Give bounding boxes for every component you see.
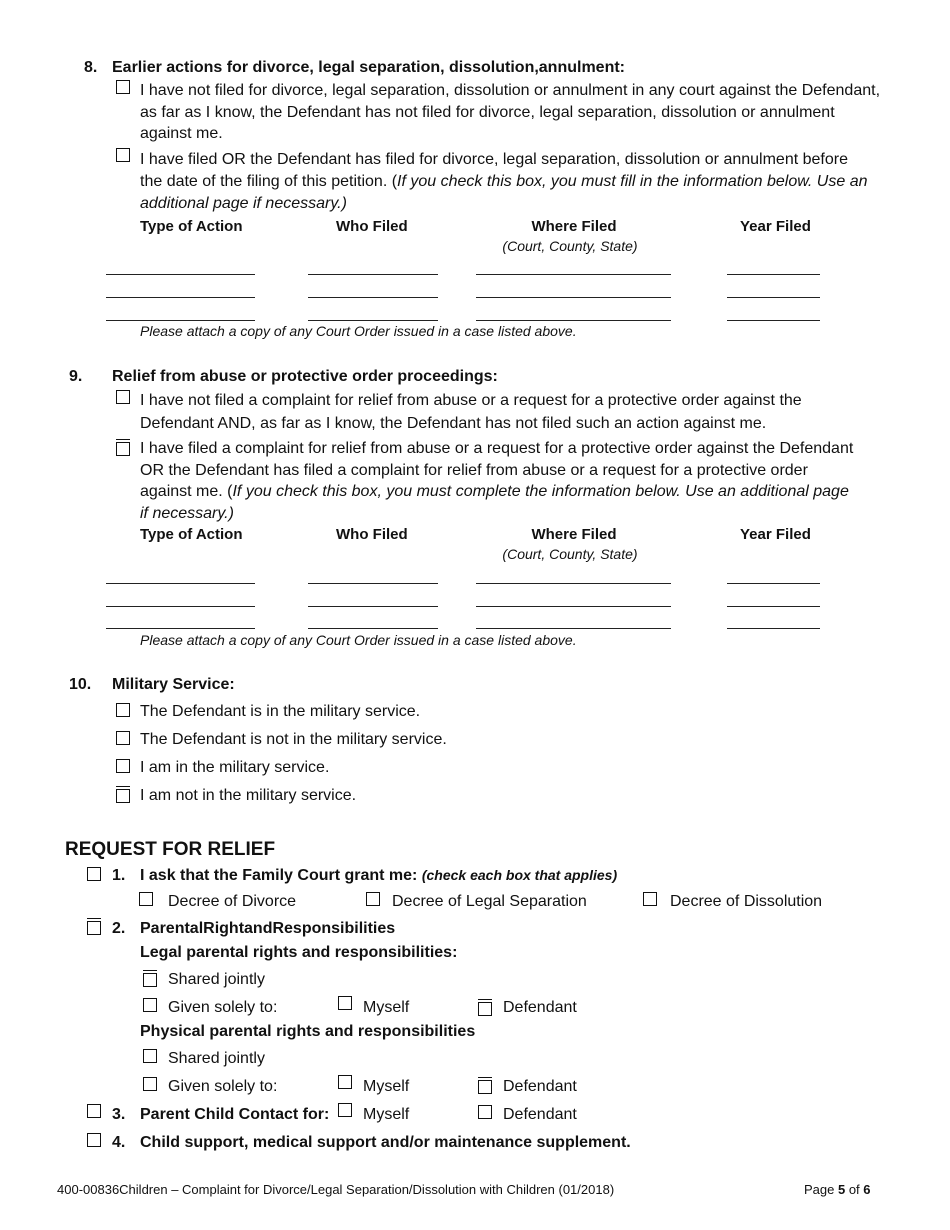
legal-shared-jointly-label: Shared jointly: [168, 971, 265, 988]
footer-page-number: Page 5 of 6: [804, 1182, 871, 1197]
s9-row1-year-line[interactable]: [727, 583, 820, 584]
s10-defendant-not-in-military-label: The Defendant is not in the military service.: [140, 731, 447, 748]
s9-option-filed-text: I have filed a complaint for relief from abuse or a request for a protective order against the Defendant OR the Defendant has filed a complaint for relief from abuse or a request for a protective order against me. (If you check this box, you must complete the information below. Use an additional page if necessary.): [140, 440, 854, 523]
relief-2-title: ParentalRightandResponsibilities: [140, 920, 396, 937]
s9-header-where: Where Filed: [531, 526, 617, 543]
physical-given-solely-checkbox[interactable]: [143, 1077, 157, 1091]
s9-option-not-filed-text: I have not filed a complaint for relief from abuse or a request for a protective order against the Defendant AND, as far as I know, the Defendant has not filed such an action against me.: [140, 392, 802, 432]
s8-row1-type-line[interactable]: [106, 274, 255, 275]
s9-row2-who-line[interactable]: [308, 606, 438, 607]
physical-myself-label: Myself: [363, 1078, 410, 1095]
section-10-title: Military Service:: [112, 676, 235, 693]
section-8-title: Earlier actions for divorce, legal separation, dissolution,annulment:: [112, 59, 625, 76]
section-9-title: Relief from abuse or protective order proceedings:: [112, 368, 498, 385]
s10-i-am-in-military-label: I am in the military service.: [140, 759, 330, 776]
s9-option-filed-checkbox[interactable]: [116, 442, 130, 456]
s8-header-where: Where Filed: [531, 218, 617, 235]
decree-of-legal-separation-checkbox[interactable]: [366, 892, 380, 906]
decree-of-dissolution-label: Decree of Dissolution: [670, 893, 823, 910]
s9-option-not-filed-checkbox[interactable]: [116, 390, 130, 404]
s8-row2-who-line[interactable]: [308, 297, 438, 298]
legal-myself-checkbox[interactable]: [338, 996, 352, 1010]
relief-2-checkbox[interactable]: [87, 921, 101, 935]
legal-defendant-checkbox[interactable]: [478, 1002, 492, 1016]
s8-row3-who-line[interactable]: [308, 320, 438, 321]
s9-row3-year-line[interactable]: [727, 628, 820, 629]
s9-row2-type-line[interactable]: [106, 606, 255, 607]
contact-myself-checkbox[interactable]: [338, 1103, 352, 1117]
s8-row1-year-line[interactable]: [727, 274, 820, 275]
s10-defendant-in-military-checkbox[interactable]: [116, 703, 130, 717]
s10-defendant-in-military-label: The Defendant is in the military service.: [140, 703, 421, 720]
relief-1-checkbox[interactable]: [87, 867, 101, 881]
relief-3-checkbox[interactable]: [87, 1104, 101, 1118]
relief-2-number: 2.: [112, 920, 126, 937]
s10-i-am-in-military-checkbox[interactable]: [116, 759, 130, 773]
s8-row1-where-line[interactable]: [476, 274, 671, 275]
request-for-relief-heading: REQUEST FOR RELIEF: [65, 839, 276, 860]
physical-defendant-label: Defendant: [503, 1078, 577, 1095]
s8-row2-year-line[interactable]: [727, 297, 820, 298]
physical-shared-jointly-label: Shared jointly: [168, 1050, 265, 1067]
section-9-number: 9.: [69, 368, 83, 385]
s9-row1-where-line[interactable]: [476, 583, 671, 584]
s9-header-type: Type of Action: [140, 526, 243, 543]
s9-row2-year-line[interactable]: [727, 606, 820, 607]
s10-i-am-not-in-military-checkbox[interactable]: [116, 789, 130, 803]
relief-4-checkbox[interactable]: [87, 1133, 101, 1147]
s8-option-not-filed-text: I have not filed for divorce, legal separation, dissolution or annulment in any court against the Defendant, as far as I know, the Defendant has not filed for divorce, legal separation, dissolution or annulment against me.: [140, 82, 881, 142]
relief-4-number: 4.: [112, 1134, 126, 1151]
physical-defendant-checkbox[interactable]: [478, 1080, 492, 1094]
s10-defendant-not-in-military-checkbox[interactable]: [116, 731, 130, 745]
relief-1-title: I ask that the Family Court grant me: (check each box that applies): [140, 867, 618, 884]
s9-row3-who-line[interactable]: [308, 628, 438, 629]
physical-shared-jointly-checkbox[interactable]: [143, 1049, 157, 1063]
s9-row2-where-line[interactable]: [476, 606, 671, 607]
s8-row2-type-line[interactable]: [106, 297, 255, 298]
s9-row3-where-line[interactable]: [476, 628, 671, 629]
s9-header-who: Who Filed: [336, 526, 408, 543]
s8-row3-year-line[interactable]: [727, 320, 820, 321]
legal-shared-jointly-checkbox[interactable]: [143, 973, 157, 987]
s8-row3-where-line[interactable]: [476, 320, 671, 321]
s8-option-filed-text: I have filed OR the Defendant has filed for divorce, legal separation, dissolution or annulment before the date of the filing of this petition. (If you check this box, you must fill in the information below. Use an additional page if necessary.): [140, 151, 868, 212]
s8-option-not-filed-checkbox[interactable]: [116, 80, 130, 94]
s9-header-where-sub: (Court, County, State): [502, 546, 638, 562]
s8-header-year: Year Filed: [740, 218, 811, 235]
contact-defendant-label: Defendant: [503, 1106, 577, 1123]
section-10-number: 10.: [69, 676, 92, 693]
s9-row1-type-line[interactable]: [106, 583, 255, 584]
s8-row2-where-line[interactable]: [476, 297, 671, 298]
decree-of-legal-separation-label: Decree of Legal Separation: [392, 893, 587, 910]
s8-header-type: Type of Action: [140, 218, 243, 235]
s9-row3-type-line[interactable]: [106, 628, 255, 629]
legal-defendant-label: Defendant: [503, 999, 577, 1016]
section-8-number: 8.: [84, 59, 98, 76]
relief-4-title: Child support, medical support and/or maintenance supplement.: [140, 1134, 631, 1151]
relief-3-title: Parent Child Contact for:: [140, 1106, 330, 1123]
legal-given-solely-checkbox[interactable]: [143, 998, 157, 1012]
s10-i-am-not-in-military-label: I am not in the military service.: [140, 787, 357, 804]
s9-note: Please attach a copy of any Court Order issued in a case listed above.: [140, 632, 577, 648]
physical-given-solely-label: Given solely to:: [168, 1078, 278, 1095]
s8-row1-who-line[interactable]: [308, 274, 438, 275]
decree-of-dissolution-checkbox[interactable]: [643, 892, 657, 906]
decree-of-divorce-checkbox[interactable]: [139, 892, 153, 906]
s8-row3-type-line[interactable]: [106, 320, 255, 321]
decree-of-divorce-label: Decree of Divorce: [168, 893, 297, 910]
contact-defendant-checkbox[interactable]: [478, 1105, 492, 1119]
s8-header-who: Who Filed: [336, 218, 408, 235]
legal-rights-title: Legal parental rights and responsibilities:: [140, 944, 458, 961]
contact-myself-label: Myself: [363, 1106, 410, 1123]
footer-form-id: 400-00836Children – Complaint for Divorce/Legal Separation/Dissolution with Children (01/2018): [57, 1182, 615, 1197]
s8-note: Please attach a copy of any Court Order issued in a case listed above.: [140, 323, 577, 339]
s8-header-where-sub: (Court, County, State): [502, 238, 638, 254]
legal-myself-label: Myself: [363, 999, 410, 1016]
relief-3-number: 3.: [112, 1106, 126, 1123]
physical-rights-title: Physical parental rights and responsibilities: [140, 1023, 476, 1040]
s9-header-year: Year Filed: [740, 526, 811, 543]
relief-1-number: 1.: [112, 867, 126, 884]
s9-row1-who-line[interactable]: [308, 583, 438, 584]
s8-option-filed-checkbox[interactable]: [116, 148, 130, 162]
legal-given-solely-label: Given solely to:: [168, 999, 278, 1016]
physical-myself-checkbox[interactable]: [338, 1075, 352, 1089]
